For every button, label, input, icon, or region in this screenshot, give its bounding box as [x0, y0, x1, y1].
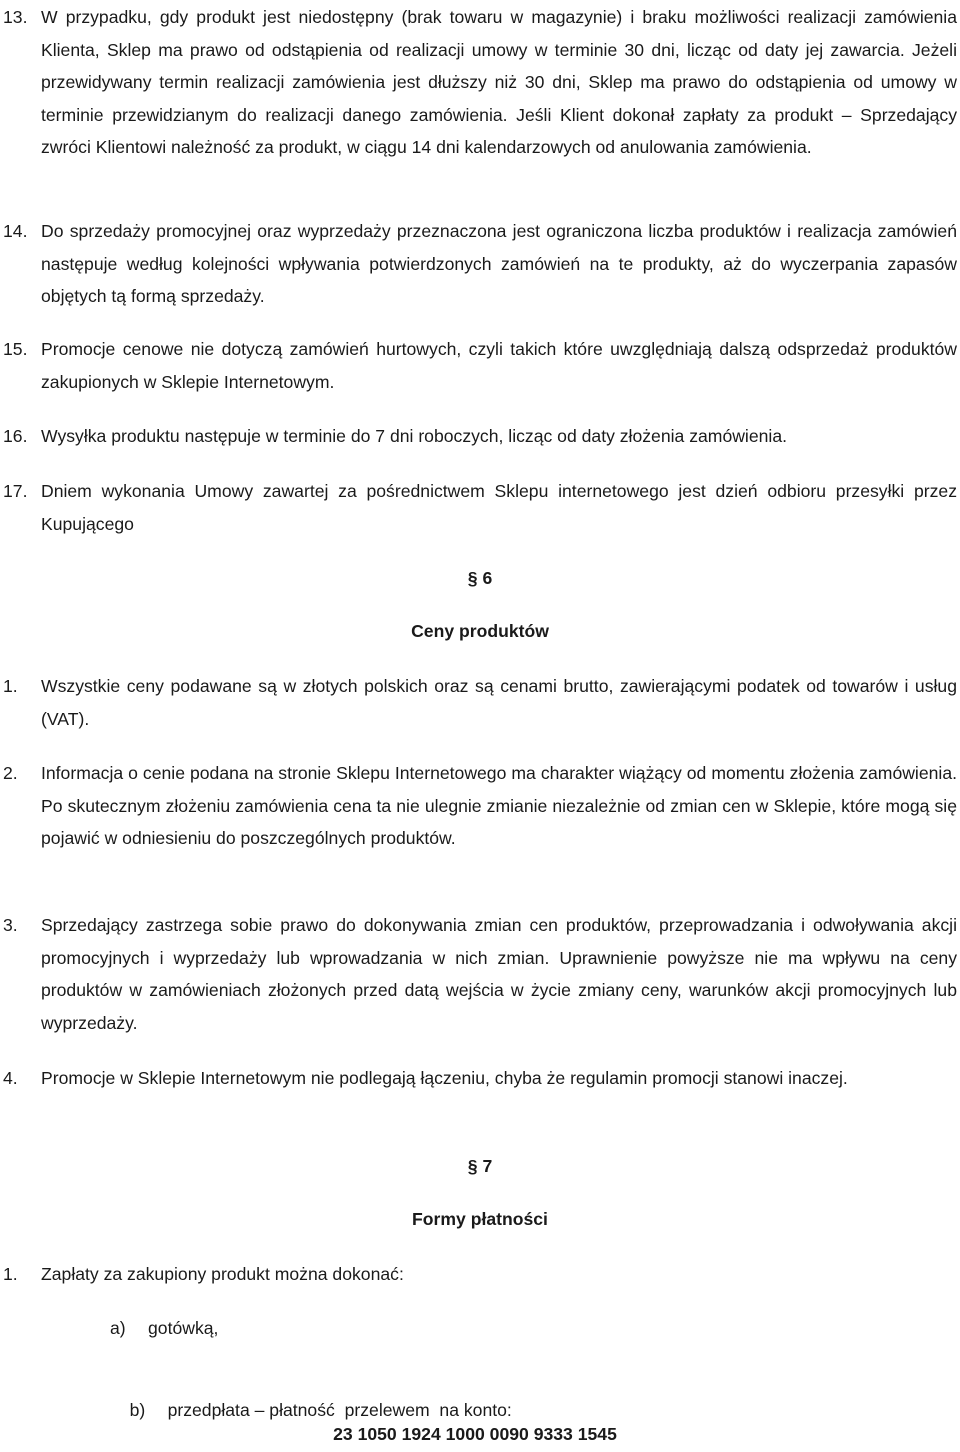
section-7-symbol: § 7: [467, 1156, 493, 1176]
item-text: Dniem wykonania Umowy zawartej za pośrednictwem Sklepu internetowego jest dzień odbioru przesyłki przez Kupującego: [41, 481, 957, 534]
item-number: 16.: [3, 426, 28, 446]
sub-item-label: a): [110, 1318, 126, 1338]
item-number: 1.: [3, 1264, 18, 1284]
item-text: Promocje cenowe nie dotyczą zamówień hurtowych, czyli takich które uwzględniają dalszą odsprzedaż produktów zakupionych w Sklepie Internetowym.: [41, 339, 957, 392]
sub-item-label: b): [129, 1400, 146, 1420]
item-number: 13.: [3, 7, 28, 27]
item-number: 4.: [3, 1068, 18, 1088]
section-6-title: Ceny produktów: [411, 621, 549, 641]
section-7-title: Formy płatności: [412, 1209, 548, 1229]
list-item-6-2: [3, 757, 957, 855]
list-item-6-4: [3, 1062, 957, 1095]
item-text: Do sprzedaży promocyjnej oraz wyprzedaży przeznaczona jest ograniczona liczba produktów i realizacja zamówień następuje według kolejności wpływania potwierdzonych zamówień na te produkty, aż do wyczerpania zapasów objętych tą formą sprzedaży.: [41, 221, 957, 306]
list-item-7-1: [3, 1258, 957, 1291]
item-text: Promocje w Sklepie Internetowym nie podlegają łączeniu, chyba że regulamin promocji stanowi inaczej.: [41, 1068, 848, 1088]
item-number: 1.: [3, 676, 18, 696]
item-text: W przypadku, gdy produkt jest niedostępny (brak towaru w magazynie) i braku możliwości realizacji zamówienia Klienta, Sklep ma prawo od odstąpienia od realizacji umowy w terminie 30 dni, licząc od daty jej zawarcia. Jeżeli przewidywany termin realizacji zamówienia jest dłuższy niż 30 dni, Sklep ma prawo do odstąpienia od umowy w terminie przewidzianym do realizacji danego zamówienia. Jeśli Klient dokonał zapłaty za produkt – Sprzedający zwróci Klientowi należność za produkt, w ciągu 14 dni kalendarzowych od anulowania zamówienia.: [41, 7, 957, 157]
list-item-13: [3, 1, 957, 164]
item-text: Wszystkie ceny podawane są w złotych polskich oraz są cenami brutto, zawierającymi podatek od towarów i usług (VAT).: [41, 676, 957, 729]
item-text: Wysyłka produktu następuje w terminie do 7 dni roboczych, licząc od daty złożenia zamówienia.: [41, 426, 787, 446]
list-item-14: [3, 215, 957, 313]
list-item-16: [3, 420, 957, 453]
item-text: Informacja o cenie podana na stronie Sklepu Internetowego ma charakter wiążący od momentu złożenia zamówienia. Po skutecznym złożeniu zamówienia cena ta nie ulegnie zmianie niezależnie od zmian cen w Sklepie, które mogą się pojawić w odniesieniu do poszczególnych produktów.: [41, 763, 957, 848]
sub-item-text: gotówką,: [148, 1318, 219, 1338]
list-item-15: [3, 333, 957, 398]
list-item-17: [3, 475, 957, 540]
item-text: Zapłaty za zakupiony produkt można dokonać:: [41, 1264, 404, 1284]
list-item-6-3: [3, 909, 957, 1039]
item-text: Sprzedający zastrzega sobie prawo do dokonywania zmian cen produktów, przeprowadzania i odwoływania akcji promocyjnych i wyprzedaży lub wprowadzania w nich zmian. Uprawnienie powyższe nie ma wpływu na ceny produktów w zamówieniach złożonych przed datą wejścia w życie zmiany ceny, warunków akcji promocyjnych lub wyprzedaży.: [41, 915, 957, 1033]
list-item-6-1: [3, 670, 957, 735]
item-number: 2.: [3, 763, 18, 783]
item-number: 14.: [3, 221, 28, 241]
sub-item-a: [110, 1314, 218, 1342]
item-number: 3.: [3, 915, 18, 935]
bank-account-number: 23 1050 1924 1000 0090 9333 1545: [333, 1424, 617, 1444]
item-number: 15.: [3, 339, 28, 359]
sub-item-text: przedpłata – płatność przelewem na konto:: [167, 1400, 512, 1420]
section-6-symbol: § 6: [467, 568, 493, 588]
item-number: 17.: [3, 481, 28, 501]
